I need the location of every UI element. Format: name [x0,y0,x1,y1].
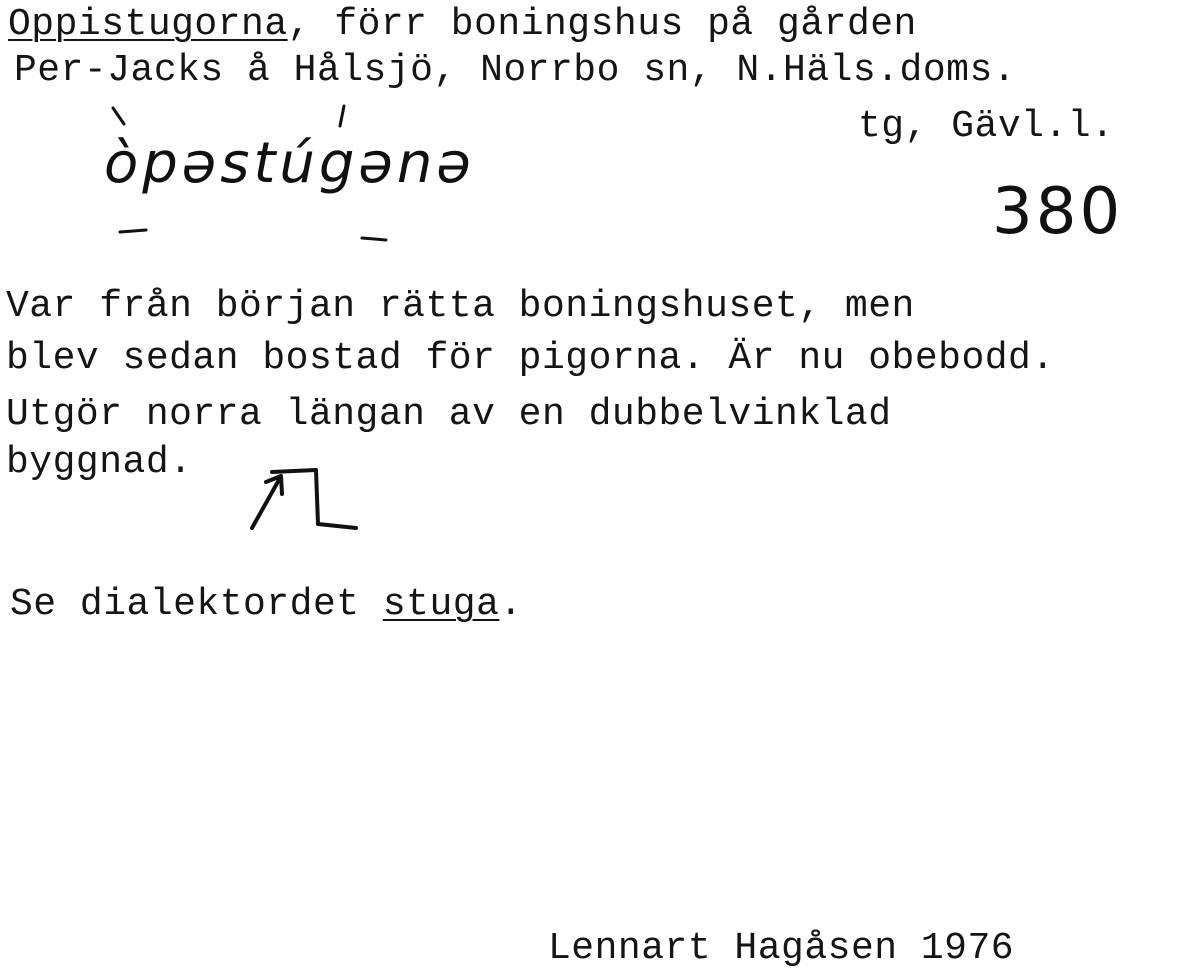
phonetic-underdash-2 [362,238,386,240]
signature: Lennart Hagåsen 1976 [548,927,1015,970]
body-line-4: byggnad. [6,441,193,484]
acute-accent-mark [340,106,344,126]
grave-accent-mark [113,108,124,124]
floor-plan-sketch [272,470,356,528]
phonetic-transcription: òpəstúgənə [104,131,475,196]
header-description: , förr boningshus på gården [287,3,917,46]
phonetic-underdash-1 [120,230,146,232]
body-line-1: Var från början rätta boningshuset, men [6,285,915,328]
body-line-3: Utgör norra längan av en dubbelvinklad [6,393,892,436]
cross-reference-suffix: . [499,583,523,626]
cross-reference-prefix: Se dialektordet [10,583,383,626]
card-number: 380 [992,175,1124,249]
location-line: Per-Jacks å Hålsjö, Norrbo sn, N.Häls.doms. [14,49,1017,92]
arrow-icon [252,478,280,528]
arrow-head-icon [266,476,282,494]
body-line-2: blev sedan bostad för pigorna. Är nu obebodd. [6,337,1055,380]
cross-reference-word: stuga [382,583,500,626]
headword: Oppistugorna [8,3,288,46]
header-line [8,3,917,46]
location-line-2: tg, Gävl.l. [858,105,1115,148]
cross-reference [10,583,523,626]
